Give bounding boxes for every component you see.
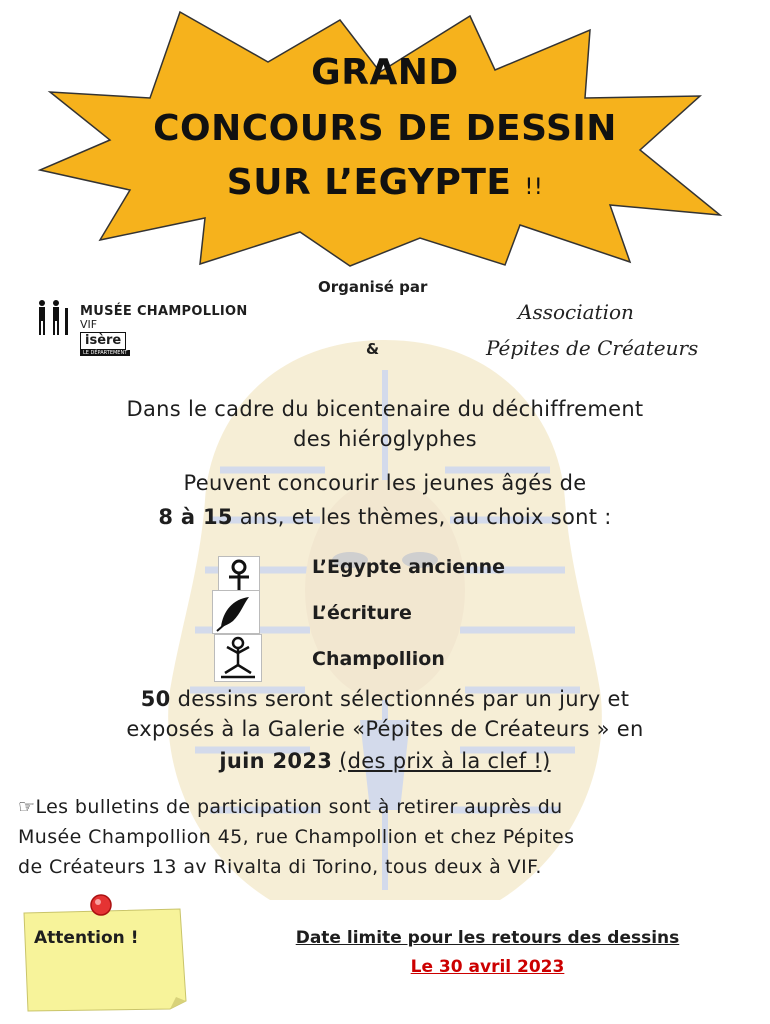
info-line-3: de Créateurs 13 av Rivalta di Torino, tous deux à VIF.	[18, 856, 542, 878]
association-name: Pépites de Créateurs	[486, 336, 699, 360]
sticky-note	[20, 905, 190, 1015]
feather-hieroglyph-icon	[212, 590, 260, 634]
title-line-3	[0, 162, 770, 203]
museum-logo-icon	[34, 298, 74, 338]
intro-line-3: Peuvent concourir les jeunes âgés de	[183, 471, 587, 495]
prizes-note: (des prix à la clef !)	[339, 749, 551, 773]
intro-line-2: des hiéroglyphes	[293, 427, 477, 451]
pushpin-icon	[88, 892, 114, 918]
selection-line-1	[0, 684, 770, 714]
exhibition-date: juin 2023	[219, 749, 333, 773]
isere-department-subtitle: LE DÉPARTEMENT	[80, 350, 130, 356]
ampersand: &	[366, 340, 380, 358]
title-line-1: GRAND	[311, 52, 459, 93]
selection-line-3	[0, 746, 770, 776]
pointing-hand-icon: ☞	[18, 796, 36, 818]
organised-by-label: Organisé par	[318, 278, 428, 296]
association-label: Association	[518, 300, 634, 324]
isere-department-logo: isère	[80, 332, 126, 350]
title-exclamation: !!	[524, 175, 544, 200]
deadline-label: Date limite pour les retours des dessins	[295, 928, 680, 948]
title-line-2: CONCOURS DE DESSIN	[153, 108, 617, 149]
deadline-date: Le 30 avril 2023	[410, 957, 565, 977]
selection-line-1-text: dessins seront sélectionnés par un jury et	[170, 687, 630, 711]
theme-ancient-egypt: L’Egypte ancienne	[312, 556, 506, 578]
title-text: SUR L’EGYPTE	[226, 162, 512, 203]
info-line-2: Musée Champollion 45, rue Champollion et chez Pépites	[18, 826, 575, 848]
age-range: 8 à 15	[158, 505, 233, 529]
museum-name: MUSÉE CHAMPOLLION	[80, 304, 248, 319]
info-line-1	[18, 792, 758, 822]
selection-line-2: exposés à la Galerie «Pépites de Créateurs » en	[126, 717, 644, 741]
drawing-count: 50	[140, 687, 171, 711]
intro-line-4	[0, 502, 770, 532]
seated-scribe-hieroglyph-icon	[214, 634, 262, 682]
attention-label: Attention !	[34, 928, 139, 948]
museum-city: VIF	[80, 318, 98, 331]
intro-line-4-text: ans, et les thèmes, au choix sont :	[232, 505, 612, 529]
theme-writing: L’écriture	[312, 602, 412, 624]
intro-line-1: Dans le cadre du bicentenaire du déchiffrement	[126, 397, 644, 421]
theme-champollion: Champollion	[312, 648, 445, 670]
info-line-1-text: Les bulletins de participation sont à retirer auprès du	[35, 796, 563, 818]
